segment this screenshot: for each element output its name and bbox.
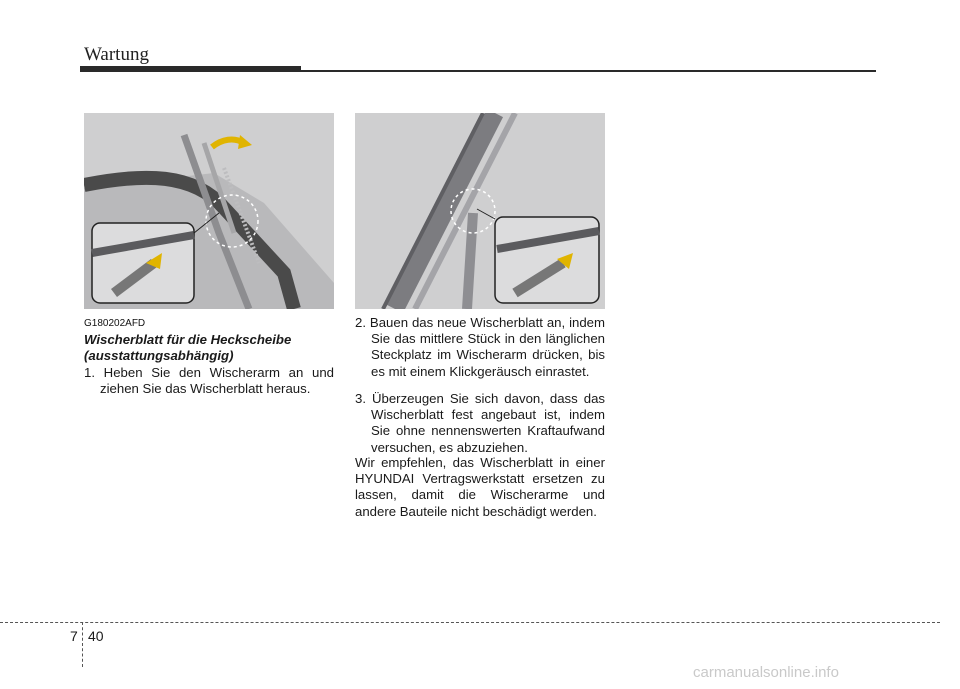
figure-wiper-install xyxy=(355,113,605,309)
figure-wiper-removal xyxy=(84,113,334,309)
header-rule xyxy=(301,70,876,72)
recommendation-paragraph: Wir empfehlen, das Wischerblatt in einer HYUNDAI Vertragswerkstatt ersetzen zu lassen, damit die Wischerarme und andere Bauteile nicht beschädigt werden. xyxy=(355,455,605,519)
section-heading-line2: (ausstattungsabhängig) xyxy=(84,348,234,363)
chapter-number: 7 xyxy=(70,628,78,644)
step-2: 2. Bauen das neue Wischerblatt an, indem Sie das mittlere Stück in den länglichen Steckplatz im Wischerarm drücken, bis es mit einem Klickgeräusch einrastet. xyxy=(355,315,605,379)
step-1: 1. Heben Sie den Wischerarm an und ziehen Sie das Wischerblatt heraus. xyxy=(84,365,334,397)
footer-rule xyxy=(0,622,940,623)
footer-divider xyxy=(82,622,83,667)
header-title: Wartung xyxy=(84,44,149,65)
step-3: 3. Überzeugen Sie sich davon, dass das Wischerblatt fest angebaut ist, indem Sie ohne nennenswerten Kraftaufwand versuchen, es abzuziehen. xyxy=(355,391,605,455)
wiper-install-illustration xyxy=(355,113,605,309)
header-bar xyxy=(80,66,301,72)
section-heading-line1: Wischerblatt für die Heckscheibe xyxy=(84,332,292,347)
watermark: carmanualsonline.info xyxy=(693,664,839,681)
section-code: G180202AFD xyxy=(84,318,146,329)
page-number: 40 xyxy=(88,628,104,644)
wiper-removal-illustration xyxy=(84,113,334,309)
section-heading xyxy=(84,332,334,364)
